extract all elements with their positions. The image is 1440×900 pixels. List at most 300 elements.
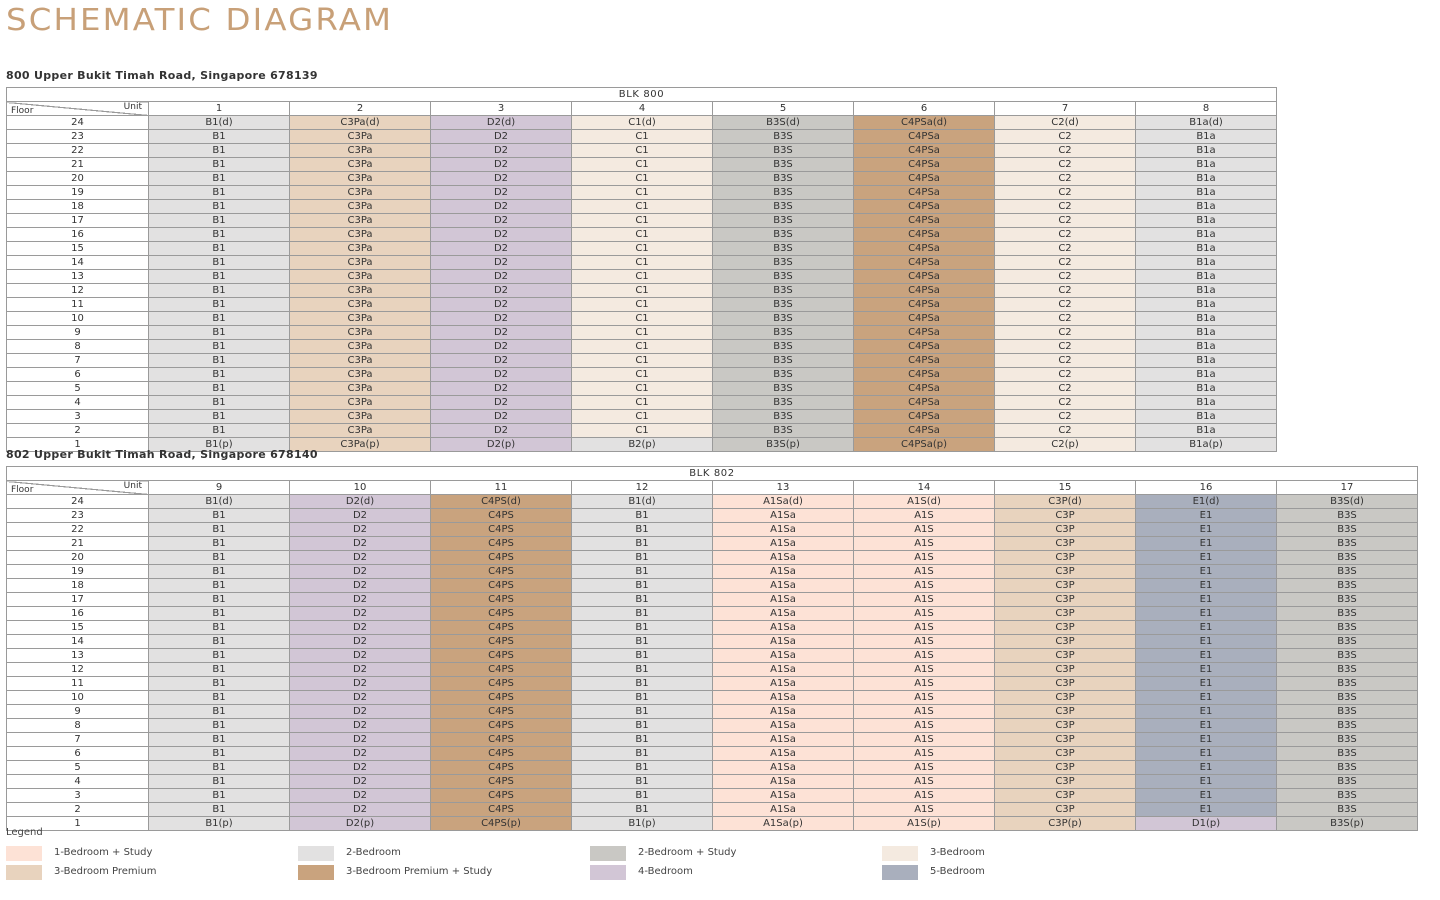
floor-row — [7, 382, 1277, 396]
unit-type-cell: A1S — [854, 691, 995, 705]
floor-row — [7, 298, 1277, 312]
unit-type-cell: C4PSa — [854, 270, 995, 284]
floor-row — [7, 200, 1277, 214]
legend-label: 3-Bedroom Premium — [54, 866, 157, 877]
unit-number: 2 — [290, 102, 431, 116]
unit-type-cell: C3Pa — [290, 172, 431, 186]
floor-number: 16 — [7, 228, 149, 242]
unit-type-cell: D2 — [431, 172, 572, 186]
unit-type-cell: B1 — [149, 607, 290, 621]
unit-type-cell: C4PS — [431, 635, 572, 649]
unit-type-cell: B3S — [713, 200, 854, 214]
unit-type-cell: D2 — [431, 312, 572, 326]
unit-type-cell: A1Sa — [713, 677, 854, 691]
unit-type-cell: C4PSa — [854, 368, 995, 382]
unit-type-cell: C1 — [572, 228, 713, 242]
unit-type-cell: B1 — [149, 537, 290, 551]
unit-type-cell: E1(d) — [1136, 495, 1277, 509]
unit-type-cell: B1 — [149, 635, 290, 649]
unit-type-cell: B1a — [1136, 312, 1277, 326]
unit-type-cell: C2 — [995, 326, 1136, 340]
unit-type-cell: D2 — [290, 663, 431, 677]
page-title: SCHEMATIC DIAGRAM — [6, 3, 394, 38]
unit-type-cell: C3Pa — [290, 228, 431, 242]
floor-row — [7, 691, 1418, 705]
unit-type-cell: B3S — [1277, 677, 1418, 691]
unit-type-cell: A1S(p) — [854, 817, 995, 831]
unit-type-cell: E1 — [1136, 775, 1277, 789]
floor-row — [7, 607, 1418, 621]
unit-type-cell: B3S — [713, 172, 854, 186]
floor-row — [7, 270, 1277, 284]
unit-type-cell: C3P — [995, 537, 1136, 551]
unit-type-cell: C4PS(d) — [431, 495, 572, 509]
unit-type-cell: C3Pa — [290, 312, 431, 326]
unit-type-cell: A1S — [854, 705, 995, 719]
unit-type-cell: B1 — [149, 284, 290, 298]
legend-label: 2-Bedroom + Study — [638, 847, 737, 858]
unit-type-cell: B1 — [149, 186, 290, 200]
unit-type-cell: C3P — [995, 649, 1136, 663]
unit-number: 1 — [149, 102, 290, 116]
floor-row — [7, 354, 1277, 368]
floor-number: 19 — [7, 186, 149, 200]
unit-number: 11 — [431, 481, 572, 495]
unit-type-cell: B3S — [713, 144, 854, 158]
floor-number: 16 — [7, 607, 149, 621]
unit-type-cell: B3S — [713, 186, 854, 200]
unit-type-cell: B1 — [149, 719, 290, 733]
unit-type-cell: C4PSa — [854, 284, 995, 298]
unit-type-cell: A1Sa — [713, 635, 854, 649]
unit-type-cell: C3P — [995, 677, 1136, 691]
unit-type-cell: B1 — [149, 579, 290, 593]
unit-type-cell: A1Sa — [713, 509, 854, 523]
unit-type-cell: C3P — [995, 635, 1136, 649]
unit-type-cell: B1 — [149, 298, 290, 312]
unit-type-cell: C3Pa — [290, 298, 431, 312]
unit-type-cell: E1 — [1136, 579, 1277, 593]
legend-label: 3-Bedroom — [930, 847, 985, 858]
unit-type-cell: B1 — [149, 565, 290, 579]
floor-number: 9 — [7, 326, 149, 340]
unit-type-cell: D2 — [431, 410, 572, 424]
unit-type-cell: B1 — [149, 410, 290, 424]
unit-type-cell: D2 — [290, 621, 431, 635]
unit-type-cell: E1 — [1136, 677, 1277, 691]
unit-type-cell: A1Sa — [713, 649, 854, 663]
unit-type-cell: B1(p) — [149, 817, 290, 831]
floor-row — [7, 789, 1418, 803]
unit-type-cell: A1Sa — [713, 663, 854, 677]
floor-number: 4 — [7, 775, 149, 789]
floor-number: 23 — [7, 130, 149, 144]
unit-type-cell: B3S — [1277, 509, 1418, 523]
unit-type-cell: B3S — [1277, 551, 1418, 565]
unit-type-cell: B3S — [713, 382, 854, 396]
unit-type-cell: B1 — [149, 677, 290, 691]
unit-type-cell: A1S(d) — [854, 495, 995, 509]
unit-number: 10 — [290, 481, 431, 495]
unit-type-cell: B1 — [149, 803, 290, 817]
unit-number: 13 — [713, 481, 854, 495]
unit-type-cell: D2 — [290, 719, 431, 733]
block-name: BLK 802 — [7, 467, 1418, 481]
unit-type-cell: B3S — [1277, 649, 1418, 663]
unit-type-cell: B3S — [713, 312, 854, 326]
floor-number: 14 — [7, 256, 149, 270]
unit-type-cell: A1Sa — [713, 565, 854, 579]
floor-number: 5 — [7, 761, 149, 775]
unit-number: 8 — [1136, 102, 1277, 116]
floor-number: 19 — [7, 565, 149, 579]
unit-type-cell: E1 — [1136, 719, 1277, 733]
legend-swatch — [882, 846, 918, 861]
unit-type-cell: B1 — [149, 382, 290, 396]
unit-type-cell: B1 — [149, 214, 290, 228]
floor-number: 1 — [7, 438, 149, 452]
unit-type-cell: C4PSa(d) — [854, 116, 995, 130]
unit-type-cell: B1 — [149, 761, 290, 775]
legend-label: 5-Bedroom — [930, 866, 985, 877]
unit-type-cell: D2 — [431, 214, 572, 228]
floor-number: 22 — [7, 144, 149, 158]
unit-type-cell: E1 — [1136, 649, 1277, 663]
legend-swatch — [298, 846, 334, 861]
floor-header-label: Floor — [11, 485, 34, 495]
unit-type-cell: B3S — [713, 354, 854, 368]
unit-type-cell: E1 — [1136, 523, 1277, 537]
unit-type-cell: D2 — [290, 649, 431, 663]
unit-type-cell: C4PSa — [854, 396, 995, 410]
unit-type-cell: B3S — [1277, 803, 1418, 817]
unit-type-cell: B1 — [572, 705, 713, 719]
unit-type-cell: B1 — [149, 649, 290, 663]
unit-type-cell: C2 — [995, 424, 1136, 438]
schedule-table-blk-802 — [6, 466, 1418, 831]
floor-row — [7, 649, 1418, 663]
unit-type-cell: C1 — [572, 340, 713, 354]
floor-number: 1 — [7, 817, 149, 831]
unit-type-cell: A1Sa — [713, 761, 854, 775]
unit-type-cell: C1 — [572, 256, 713, 270]
unit-type-cell: E1 — [1136, 509, 1277, 523]
unit-type-cell: B1(d) — [149, 116, 290, 130]
unit-type-cell: C2 — [995, 410, 1136, 424]
floor-row — [7, 144, 1277, 158]
unit-type-cell: C1 — [572, 144, 713, 158]
unit-type-cell: B1 — [149, 130, 290, 144]
unit-type-cell: C3P — [995, 509, 1136, 523]
unit-type-cell: D2 — [431, 298, 572, 312]
floor-number: 13 — [7, 270, 149, 284]
floor-row — [7, 396, 1277, 410]
unit-type-cell: A1Sa(p) — [713, 817, 854, 831]
unit-type-cell: B1a — [1136, 424, 1277, 438]
unit-type-cell: B1a — [1136, 144, 1277, 158]
unit-type-cell: B1(p) — [149, 438, 290, 452]
legend-swatch — [6, 865, 42, 880]
floor-row — [7, 803, 1418, 817]
unit-number: 5 — [713, 102, 854, 116]
unit-type-cell: B1 — [149, 396, 290, 410]
floor-number: 3 — [7, 789, 149, 803]
unit-type-cell: B1 — [572, 677, 713, 691]
unit-type-cell: B1 — [149, 705, 290, 719]
floor-row — [7, 579, 1418, 593]
unit-type-cell: C3Pa — [290, 214, 431, 228]
unit-type-cell: E1 — [1136, 551, 1277, 565]
block-address: 800 Upper Bukit Timah Road, Singapore 678139 — [6, 69, 318, 82]
unit-type-cell: B3S — [1277, 719, 1418, 733]
floor-row — [7, 368, 1277, 382]
unit-type-cell: C2 — [995, 340, 1136, 354]
unit-type-cell: B1a — [1136, 158, 1277, 172]
floor-row — [7, 621, 1418, 635]
floor-number: 6 — [7, 368, 149, 382]
unit-type-cell: B1 — [572, 775, 713, 789]
unit-type-cell: B3S — [1277, 747, 1418, 761]
unit-type-cell: D2(p) — [431, 438, 572, 452]
floor-row — [7, 158, 1277, 172]
floor-number: 11 — [7, 298, 149, 312]
unit-type-cell: B1 — [149, 270, 290, 284]
unit-type-cell: B1a(d) — [1136, 116, 1277, 130]
unit-type-cell: B1 — [572, 733, 713, 747]
unit-type-cell: A1Sa — [713, 733, 854, 747]
unit-type-cell: C4PS — [431, 789, 572, 803]
block-name: BLK 800 — [7, 88, 1277, 102]
unit-type-cell: C4PS — [431, 565, 572, 579]
floor-row — [7, 172, 1277, 186]
unit-type-cell: C4PSa — [854, 382, 995, 396]
unit-type-cell: C4PS — [431, 649, 572, 663]
unit-type-cell: C3Pa(p) — [290, 438, 431, 452]
unit-type-cell: B1a — [1136, 200, 1277, 214]
unit-type-cell: A1S — [854, 747, 995, 761]
floor-row — [7, 228, 1277, 242]
unit-type-cell: E1 — [1136, 691, 1277, 705]
unit-type-cell: C3P — [995, 593, 1136, 607]
unit-type-cell: B1 — [572, 747, 713, 761]
unit-type-cell: C2 — [995, 144, 1136, 158]
unit-type-cell: C1 — [572, 354, 713, 368]
unit-floor-corner — [7, 102, 149, 116]
unit-type-cell: D2 — [431, 368, 572, 382]
unit-type-cell: C1 — [572, 326, 713, 340]
unit-type-cell: C4PSa — [854, 158, 995, 172]
unit-type-cell: C2 — [995, 298, 1136, 312]
unit-type-cell: C4PS — [431, 523, 572, 537]
unit-type-cell: A1S — [854, 663, 995, 677]
unit-type-cell: C4PSa — [854, 298, 995, 312]
unit-type-cell: B1 — [572, 649, 713, 663]
floor-number: 21 — [7, 158, 149, 172]
unit-type-cell: C3P(d) — [995, 495, 1136, 509]
unit-type-cell: B1 — [149, 593, 290, 607]
unit-type-cell: C1 — [572, 382, 713, 396]
floor-row — [7, 733, 1418, 747]
unit-type-cell: C2 — [995, 158, 1136, 172]
unit-type-cell: C4PS — [431, 579, 572, 593]
unit-number: 12 — [572, 481, 713, 495]
floor-number: 8 — [7, 340, 149, 354]
unit-number: 9 — [149, 481, 290, 495]
unit-type-cell: B1 — [572, 635, 713, 649]
unit-type-cell: D2 — [431, 284, 572, 298]
unit-type-cell: B1 — [572, 593, 713, 607]
floor-number: 4 — [7, 396, 149, 410]
unit-header-label: Unit — [123, 481, 142, 491]
unit-type-cell: C3P — [995, 719, 1136, 733]
unit-type-cell: D2 — [431, 144, 572, 158]
floor-number: 18 — [7, 200, 149, 214]
unit-type-cell: B3S — [713, 326, 854, 340]
unit-type-cell: B1 — [149, 200, 290, 214]
unit-type-cell: A1S — [854, 803, 995, 817]
unit-type-cell: C2 — [995, 214, 1136, 228]
floor-number: 9 — [7, 705, 149, 719]
unit-type-cell: D2 — [290, 733, 431, 747]
unit-type-cell: D2 — [290, 523, 431, 537]
unit-type-cell: D2 — [431, 396, 572, 410]
floor-row — [7, 130, 1277, 144]
unit-type-cell: B3S — [1277, 635, 1418, 649]
unit-type-cell: A1Sa — [713, 537, 854, 551]
unit-type-cell: C4PSa — [854, 312, 995, 326]
floor-number: 8 — [7, 719, 149, 733]
unit-type-cell: D2 — [431, 186, 572, 200]
unit-type-cell: B3S — [1277, 593, 1418, 607]
unit-type-cell: C4PSa — [854, 410, 995, 424]
unit-type-cell: C3P — [995, 551, 1136, 565]
unit-type-cell: A1Sa — [713, 775, 854, 789]
unit-type-cell: C4PS — [431, 775, 572, 789]
unit-type-cell: C1 — [572, 186, 713, 200]
unit-type-cell: A1Sa — [713, 803, 854, 817]
unit-type-cell: B1(d) — [149, 495, 290, 509]
unit-type-cell: C4PS — [431, 537, 572, 551]
unit-type-cell: C2 — [995, 228, 1136, 242]
unit-type-cell: B3S — [1277, 761, 1418, 775]
unit-type-cell: C1 — [572, 368, 713, 382]
unit-type-cell: C3P — [995, 523, 1136, 537]
unit-type-cell: C3Pa — [290, 368, 431, 382]
unit-type-cell: E1 — [1136, 761, 1277, 775]
unit-type-cell: D2 — [290, 775, 431, 789]
unit-type-cell: B1 — [149, 242, 290, 256]
unit-type-cell: D2 — [290, 635, 431, 649]
unit-type-cell: C4PSa — [854, 256, 995, 270]
unit-type-cell: A1Sa — [713, 719, 854, 733]
unit-type-cell: E1 — [1136, 747, 1277, 761]
unit-type-cell: E1 — [1136, 607, 1277, 621]
unit-type-cell: B3S(p) — [1277, 817, 1418, 831]
unit-type-cell: B1 — [149, 509, 290, 523]
unit-type-cell: C3P — [995, 705, 1136, 719]
unit-type-cell: A1S — [854, 509, 995, 523]
unit-type-cell: D2 — [290, 565, 431, 579]
unit-type-cell: B3S — [713, 340, 854, 354]
unit-type-cell: B1 — [149, 228, 290, 242]
unit-type-cell: B1 — [572, 663, 713, 677]
floor-number: 15 — [7, 621, 149, 635]
unit-type-cell: E1 — [1136, 621, 1277, 635]
unit-type-cell: C3Pa — [290, 144, 431, 158]
unit-type-cell: A1S — [854, 733, 995, 747]
floor-number: 20 — [7, 551, 149, 565]
unit-type-cell: B1 — [572, 523, 713, 537]
floor-row — [7, 775, 1418, 789]
unit-type-cell: B3S — [1277, 537, 1418, 551]
unit-type-cell: A1S — [854, 761, 995, 775]
unit-type-cell: B3S(p) — [713, 438, 854, 452]
unit-type-cell: C3P — [995, 803, 1136, 817]
unit-type-cell: C2 — [995, 186, 1136, 200]
unit-type-cell: D2 — [290, 607, 431, 621]
unit-type-cell: C3Pa — [290, 410, 431, 424]
unit-type-cell: D2 — [431, 256, 572, 270]
unit-type-cell: B1 — [572, 509, 713, 523]
unit-type-cell: C4PS — [431, 719, 572, 733]
unit-type-cell: D2(d) — [290, 495, 431, 509]
floor-row — [7, 523, 1418, 537]
unit-type-cell: D2 — [431, 270, 572, 284]
unit-type-cell: B1a — [1136, 368, 1277, 382]
unit-type-cell: C4PS — [431, 663, 572, 677]
unit-type-cell: D2 — [290, 593, 431, 607]
unit-type-cell: A1Sa — [713, 747, 854, 761]
unit-type-cell: A1Sa — [713, 691, 854, 705]
schedule-table-blk-800 — [6, 87, 1277, 452]
unit-type-cell: B1a — [1136, 242, 1277, 256]
unit-number: 6 — [854, 102, 995, 116]
unit-type-cell: B1 — [149, 789, 290, 803]
unit-type-cell: C3Pa — [290, 242, 431, 256]
unit-type-cell: B1 — [572, 761, 713, 775]
unit-type-cell: C4PSa — [854, 172, 995, 186]
unit-type-cell: B3S — [713, 158, 854, 172]
floor-number: 12 — [7, 663, 149, 677]
unit-number: 17 — [1277, 481, 1418, 495]
unit-type-cell: B1a — [1136, 256, 1277, 270]
unit-type-cell: C2 — [995, 242, 1136, 256]
unit-type-cell: A1S — [854, 621, 995, 635]
unit-type-cell: A1Sa — [713, 523, 854, 537]
unit-type-cell: C4PSa — [854, 214, 995, 228]
unit-type-cell: C2 — [995, 200, 1136, 214]
unit-type-cell: C3P — [995, 761, 1136, 775]
floor-row — [7, 256, 1277, 270]
unit-type-cell: C2 — [995, 130, 1136, 144]
unit-type-cell: B3S — [1277, 579, 1418, 593]
unit-type-cell: C4PS — [431, 761, 572, 775]
unit-type-cell: B1 — [149, 523, 290, 537]
unit-type-cell: A1Sa — [713, 621, 854, 635]
unit-type-cell: C4PSa — [854, 326, 995, 340]
unit-type-cell: C1 — [572, 130, 713, 144]
unit-type-cell: C3Pa — [290, 130, 431, 144]
unit-type-cell: B3S — [713, 256, 854, 270]
unit-type-cell: B1a — [1136, 410, 1277, 424]
unit-type-cell: B1a — [1136, 284, 1277, 298]
unit-type-cell: D2 — [431, 326, 572, 340]
unit-type-cell: B3S — [713, 396, 854, 410]
unit-type-cell: B3S — [713, 368, 854, 382]
unit-type-cell: C4PS — [431, 607, 572, 621]
unit-type-cell: B1 — [572, 691, 713, 705]
unit-type-cell: A1S — [854, 607, 995, 621]
